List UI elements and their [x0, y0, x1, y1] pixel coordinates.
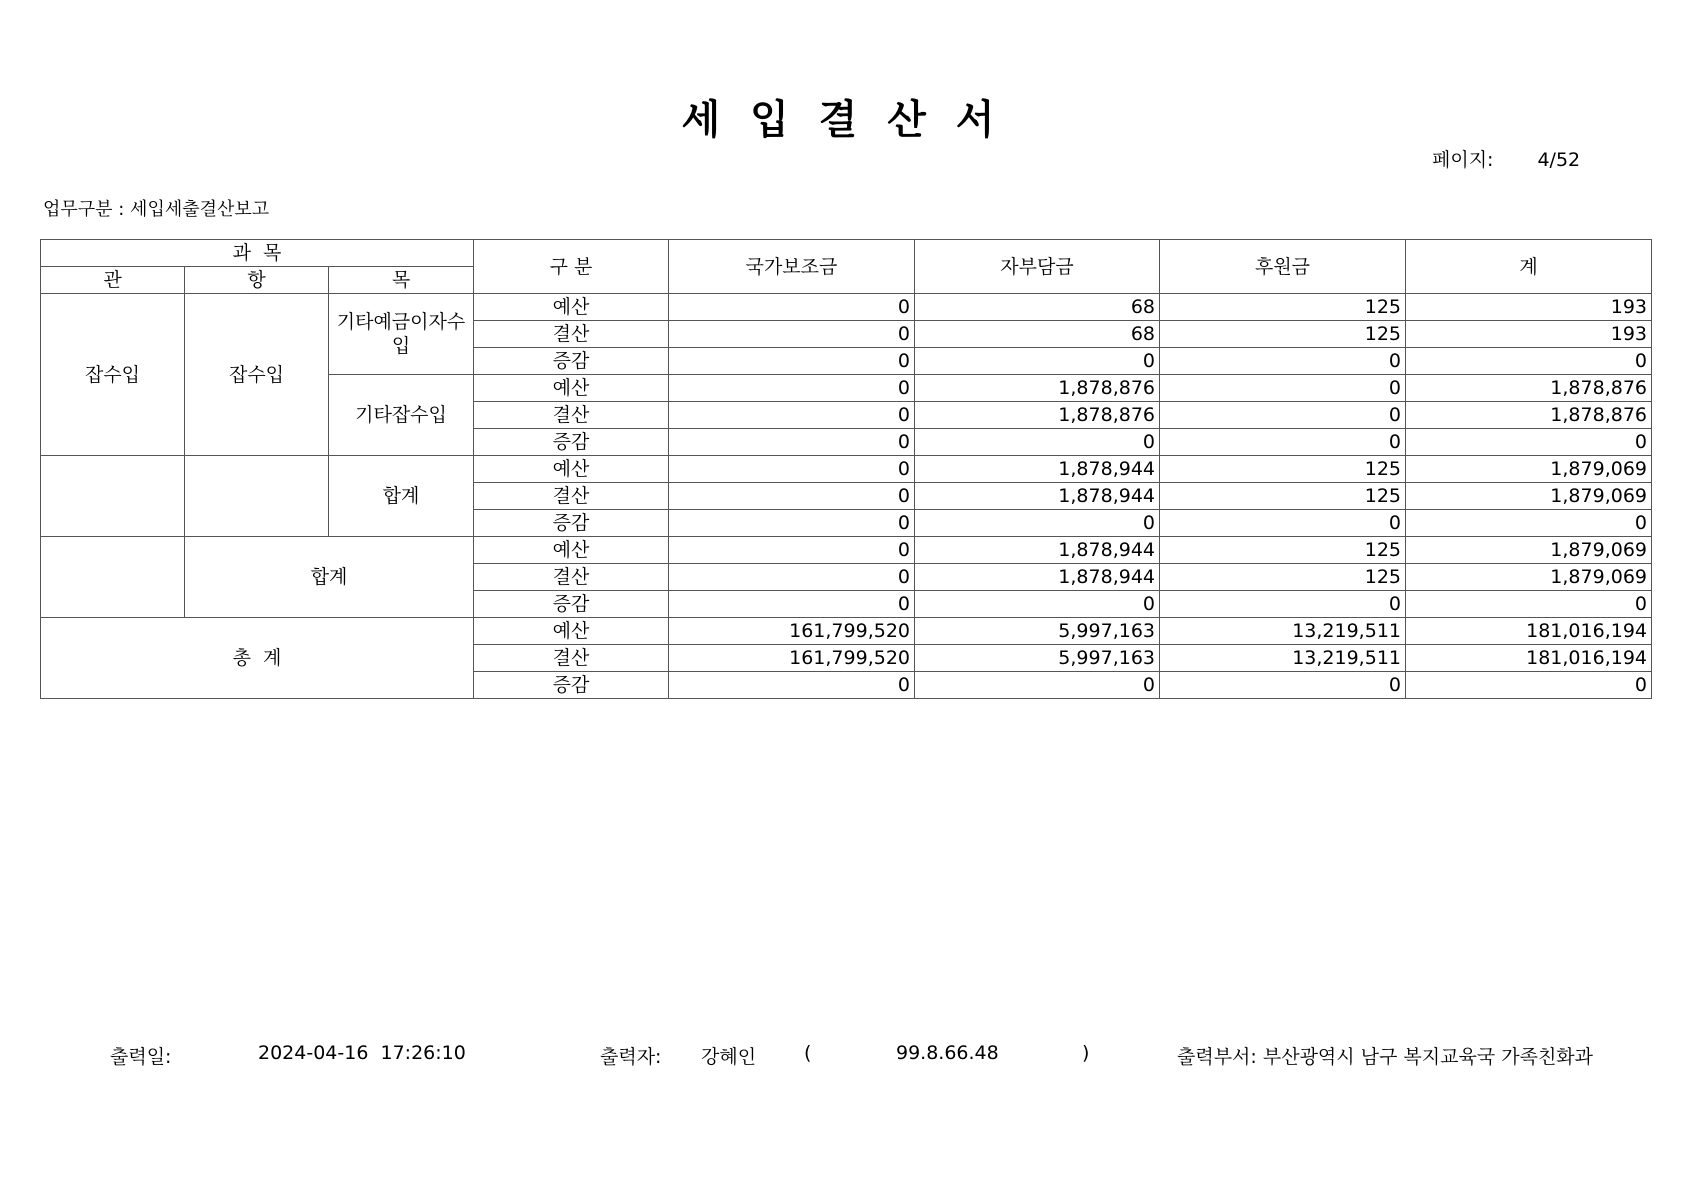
- ip-address: 99.8.66.48: [896, 1042, 999, 1064]
- value-cell: 0: [1160, 510, 1406, 537]
- value-cell: 1,879,069: [1406, 564, 1652, 591]
- gubun-cell: 증감: [474, 591, 669, 618]
- gwan-cell: [41, 456, 185, 537]
- value-cell: 0: [915, 672, 1160, 699]
- mok-cell: 기타잡수입: [329, 375, 474, 456]
- value-cell: 0: [669, 564, 915, 591]
- header-mok: 목: [329, 267, 474, 294]
- value-cell: 0: [669, 429, 915, 456]
- ip-open-paren: (: [804, 1042, 812, 1064]
- print-department: [1177, 1042, 1593, 1069]
- value-cell: 0: [669, 483, 915, 510]
- table-row: [41, 456, 1652, 483]
- value-cell: 0: [1160, 375, 1406, 402]
- value-cell: 0: [669, 402, 915, 429]
- gubun-cell: 결산: [474, 645, 669, 672]
- value-cell: 0: [669, 672, 915, 699]
- value-cell: 0: [1160, 591, 1406, 618]
- print-date-label: 출력일:: [110, 1046, 172, 1068]
- value-cell: 13,219,511: [1160, 645, 1406, 672]
- header-gwan: 관: [41, 267, 185, 294]
- gubun-cell: 결산: [474, 483, 669, 510]
- header-self-burden: 자부담금: [915, 240, 1160, 294]
- value-cell: 1,878,944: [915, 564, 1160, 591]
- value-cell: 0: [915, 510, 1160, 537]
- value-cell: 181,016,194: [1406, 618, 1652, 645]
- gwan-cell: 잡수입: [41, 294, 185, 456]
- hang-cell: [185, 456, 329, 537]
- hang-cell: 잡수입: [185, 294, 329, 456]
- business-category: 업무구분 : 세입세출결산보고: [43, 199, 270, 220]
- mok-cell: 기타예금이자수입: [329, 294, 474, 375]
- value-cell: 0: [1160, 402, 1406, 429]
- revenue-settlement-table: [40, 239, 1652, 699]
- page-label: 페이지:: [1432, 149, 1494, 171]
- value-cell: 5,997,163: [915, 645, 1160, 672]
- value-cell: 13,219,511: [1160, 618, 1406, 645]
- value-cell: 0: [915, 591, 1160, 618]
- value-cell: 181,016,194: [1406, 645, 1652, 672]
- table-row: [41, 294, 1652, 321]
- header-sponsorship: 후원금: [1160, 240, 1406, 294]
- gubun-cell: 결산: [474, 402, 669, 429]
- value-cell: 125: [1160, 564, 1406, 591]
- value-cell: 1,879,069: [1406, 456, 1652, 483]
- value-cell: 161,799,520: [669, 618, 915, 645]
- value-cell: 1,878,876: [915, 375, 1160, 402]
- gubun-cell: 예산: [474, 618, 669, 645]
- value-cell: 0: [1406, 348, 1652, 375]
- gubun-cell: 증감: [474, 429, 669, 456]
- value-cell: 0: [1160, 429, 1406, 456]
- document-title: 세 입 결 산 서: [681, 97, 1003, 143]
- gubun-cell: 예산: [474, 537, 669, 564]
- table-row: [41, 618, 1652, 645]
- grand-total-cell: 총 계: [41, 618, 474, 699]
- table-row: [41, 537, 1652, 564]
- gubun-cell: 예산: [474, 375, 669, 402]
- value-cell: 0: [1406, 591, 1652, 618]
- printed-by-name: 강혜인: [701, 1046, 757, 1068]
- value-cell: 5,997,163: [915, 618, 1160, 645]
- gubun-cell: 증감: [474, 672, 669, 699]
- ip-close-paren: ): [1082, 1042, 1090, 1064]
- printed-by-label: 출력자:: [600, 1046, 662, 1068]
- gubun-cell: 결산: [474, 564, 669, 591]
- value-cell: 0: [1406, 429, 1652, 456]
- mok-subtotal-cell: 합계: [329, 456, 474, 537]
- value-cell: 0: [669, 321, 915, 348]
- value-cell: 0: [669, 348, 915, 375]
- value-cell: 0: [669, 456, 915, 483]
- value-cell: 0: [1160, 348, 1406, 375]
- value-cell: 161,799,520: [669, 645, 915, 672]
- header-total: 계: [1406, 240, 1652, 294]
- gubun-cell: 예산: [474, 294, 669, 321]
- page-indicator: [1432, 145, 1580, 172]
- gubun-cell: 예산: [474, 456, 669, 483]
- value-cell: 1,879,069: [1406, 537, 1652, 564]
- value-cell: 68: [915, 321, 1160, 348]
- value-cell: 125: [1160, 456, 1406, 483]
- header-row-1: [41, 240, 1652, 267]
- value-cell: 0: [669, 294, 915, 321]
- value-cell: 125: [1160, 483, 1406, 510]
- gwan-cell: [41, 537, 185, 618]
- value-cell: 193: [1406, 294, 1652, 321]
- print-department-value: 부산광역시 남구 복지교육국 가족친화과: [1262, 1046, 1594, 1068]
- header-national-subsidy: 국가보조금: [669, 240, 915, 294]
- hang-subtotal-cell: 합계: [185, 537, 474, 618]
- value-cell: 1,878,944: [915, 537, 1160, 564]
- value-cell: 0: [1406, 510, 1652, 537]
- value-cell: 1,878,876: [1406, 375, 1652, 402]
- value-cell: 0: [669, 591, 915, 618]
- value-cell: 125: [1160, 294, 1406, 321]
- header-gubun: 구 분: [474, 240, 669, 294]
- value-cell: 0: [669, 537, 915, 564]
- value-cell: 0: [669, 510, 915, 537]
- value-cell: 125: [1160, 537, 1406, 564]
- value-cell: 0: [669, 375, 915, 402]
- header-subject: 과 목: [41, 240, 474, 267]
- gubun-cell: 증감: [474, 510, 669, 537]
- gubun-cell: 결산: [474, 321, 669, 348]
- value-cell: 68: [915, 294, 1160, 321]
- value-cell: 1,878,876: [915, 402, 1160, 429]
- print-department-label: 출력부서:: [1177, 1046, 1257, 1068]
- value-cell: 0: [915, 429, 1160, 456]
- value-cell: 1,878,876: [1406, 402, 1652, 429]
- value-cell: 125: [1160, 321, 1406, 348]
- page-number: 4/52: [1537, 149, 1581, 171]
- gubun-cell: 증감: [474, 348, 669, 375]
- value-cell: 0: [1406, 672, 1652, 699]
- value-cell: 193: [1406, 321, 1652, 348]
- value-cell: 0: [915, 348, 1160, 375]
- value-cell: 1,879,069: [1406, 483, 1652, 510]
- header-hang: 항: [185, 267, 329, 294]
- print-date-value: 2024-04-16 17:26:10: [258, 1042, 466, 1064]
- value-cell: 1,878,944: [915, 456, 1160, 483]
- value-cell: 1,878,944: [915, 483, 1160, 510]
- value-cell: 0: [1160, 672, 1406, 699]
